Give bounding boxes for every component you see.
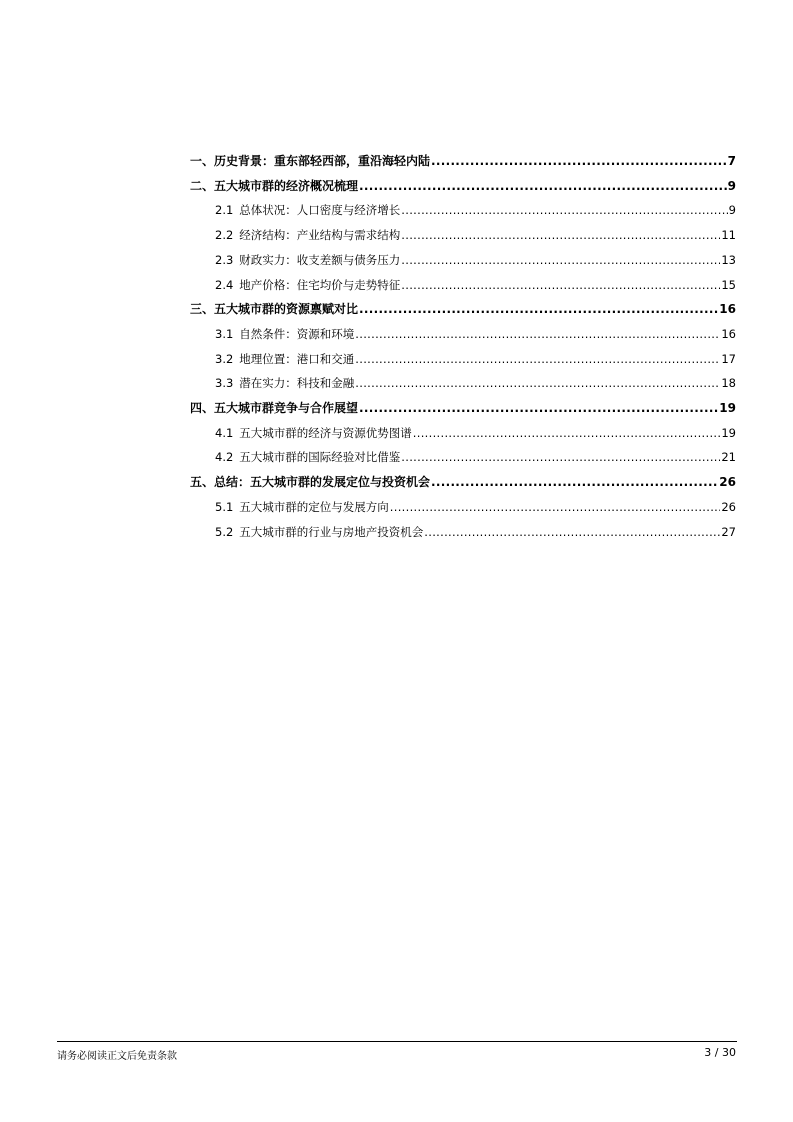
- toc-page-number: 27: [721, 525, 736, 539]
- toc-page-number: 16: [719, 302, 736, 316]
- toc-section-number: 2.4: [215, 278, 234, 292]
- toc-entry-text: 五大城市群的定位与发展方向: [239, 500, 389, 514]
- toc-page-number: 18: [721, 376, 736, 390]
- toc-entry-text: 五大城市群的国际经验对比借鉴: [239, 450, 401, 464]
- toc-dot-leader: [401, 200, 727, 220]
- toc-dot-leader: [390, 497, 721, 517]
- toc-dot-leader: [424, 522, 720, 542]
- toc-dot-leader: [401, 250, 720, 270]
- toc-page-number: 19: [721, 426, 736, 440]
- toc-entry-title: [190, 398, 358, 418]
- footer-divider: [57, 1041, 737, 1042]
- toc-dot-leader: [359, 176, 727, 196]
- toc-page-number: 26: [719, 475, 736, 489]
- toc-section-entry[interactable]: [215, 200, 736, 220]
- toc-page-number: 7: [727, 154, 736, 168]
- toc-section-number: 3.3: [215, 376, 234, 390]
- toc-page-number: 16: [721, 327, 736, 341]
- toc-section-entry[interactable]: [215, 447, 736, 467]
- toc-page-number: 11: [721, 228, 736, 242]
- toc-entry-text: 自然条件：资源和环境: [239, 327, 355, 341]
- toc-page-number: 15: [721, 278, 736, 292]
- toc-section-entry[interactable]: [215, 373, 736, 393]
- toc-page-number: 9: [727, 179, 736, 193]
- toc-section-number: 2.1: [215, 203, 234, 217]
- toc-entry-text: 地理位置：港口和交通: [239, 352, 355, 366]
- toc-entry-title: [215, 349, 354, 369]
- toc-page-number: 13: [721, 253, 736, 267]
- toc-entry-text: 总体状况：人口密度与经济增长: [239, 203, 401, 217]
- toc-entry-title: [215, 225, 400, 245]
- toc-page-number: 19: [719, 401, 736, 415]
- toc-dot-leader: [413, 423, 721, 443]
- toc-entry-title: [215, 522, 423, 542]
- toc-section-entry[interactable]: [215, 497, 736, 517]
- toc-entry-title: [190, 151, 430, 171]
- toc-entry-text: 一、历史背景：重东部轻西部，重沿海轻内陆: [190, 154, 431, 168]
- toc-section-entry[interactable]: [215, 275, 736, 295]
- toc-page-number: 9: [728, 203, 736, 217]
- footer-disclaimer: 请务必阅读正文后免责条款: [57, 1051, 177, 1062]
- toc-entry-title: [215, 250, 400, 270]
- toc-entry-title: [215, 423, 412, 443]
- toc-section-number: 4.1: [215, 426, 234, 440]
- toc-page-number: 26: [721, 500, 736, 514]
- toc-section-entry[interactable]: [215, 522, 736, 542]
- toc-entry-title: [215, 275, 400, 295]
- toc-entry-text: 潜在实力：科技和金融: [239, 376, 355, 390]
- toc-dot-leader: [401, 275, 720, 295]
- toc-entry-text: 财政实力：收支差额与债务压力: [239, 253, 401, 267]
- toc-section-number: 2.2: [215, 228, 234, 242]
- toc-entry-text: 四、五大城市群竞争与合作展望: [190, 401, 359, 415]
- toc-section-number: 2.3: [215, 253, 234, 267]
- toc-dot-leader: [431, 472, 718, 492]
- toc-entry-title: [215, 447, 400, 467]
- toc-entry-text: 经济结构：产业结构与需求结构: [239, 228, 401, 242]
- toc-chapter-entry[interactable]: [190, 176, 736, 196]
- toc-entry-text: 五大城市群的行业与房地产投资机会: [239, 525, 424, 539]
- toc-entry-title: [190, 472, 430, 492]
- toc-entry-title: [190, 176, 358, 196]
- toc-dot-leader: [359, 398, 718, 418]
- toc-chapter-entry[interactable]: [190, 398, 736, 418]
- toc-dot-leader: [355, 349, 720, 369]
- toc-chapter-entry[interactable]: [190, 299, 736, 319]
- toc-entry-text: 三、五大城市群的资源禀赋对比: [190, 302, 359, 316]
- toc-section-entry[interactable]: [215, 250, 736, 270]
- toc-entry-text: 二、五大城市群的经济概况梳理: [190, 179, 359, 193]
- toc-page-number: 17: [721, 352, 736, 366]
- toc-dot-leader: [355, 324, 720, 344]
- toc-section-entry[interactable]: [215, 423, 736, 443]
- toc-entry-title: [190, 299, 358, 319]
- toc-section-number: 5.1: [215, 500, 234, 514]
- toc-entry-title: [215, 200, 400, 220]
- toc-section-number: 5.2: [215, 525, 234, 539]
- toc-entry-title: [215, 324, 354, 344]
- toc-dot-leader: [401, 225, 720, 245]
- toc-section-number: 3.1: [215, 327, 234, 341]
- toc-page-number: 21: [721, 450, 736, 464]
- toc-dot-leader: [431, 151, 727, 171]
- toc-entry-text: 地产价格：住宅均价与走势特征: [239, 278, 401, 292]
- toc-chapter-entry[interactable]: [190, 472, 736, 492]
- toc-dot-leader: [359, 299, 718, 319]
- page-indicator: 3 / 30: [704, 1046, 736, 1059]
- toc-dot-leader: [401, 447, 720, 467]
- toc-entry-text: 五、总结：五大城市群的发展定位与投资机会: [190, 475, 431, 489]
- toc-section-entry[interactable]: [215, 324, 736, 344]
- toc-section-number: 4.2: [215, 450, 234, 464]
- toc-entry-title: [215, 373, 354, 393]
- toc-entry-title: [215, 497, 389, 517]
- toc-chapter-entry[interactable]: [190, 151, 736, 171]
- toc-entry-text: 五大城市群的经济与资源优势图谱: [239, 426, 412, 440]
- toc-section-number: 3.2: [215, 352, 234, 366]
- toc-section-entry[interactable]: [215, 349, 736, 369]
- toc-section-entry[interactable]: [215, 225, 736, 245]
- toc-dot-leader: [355, 373, 720, 393]
